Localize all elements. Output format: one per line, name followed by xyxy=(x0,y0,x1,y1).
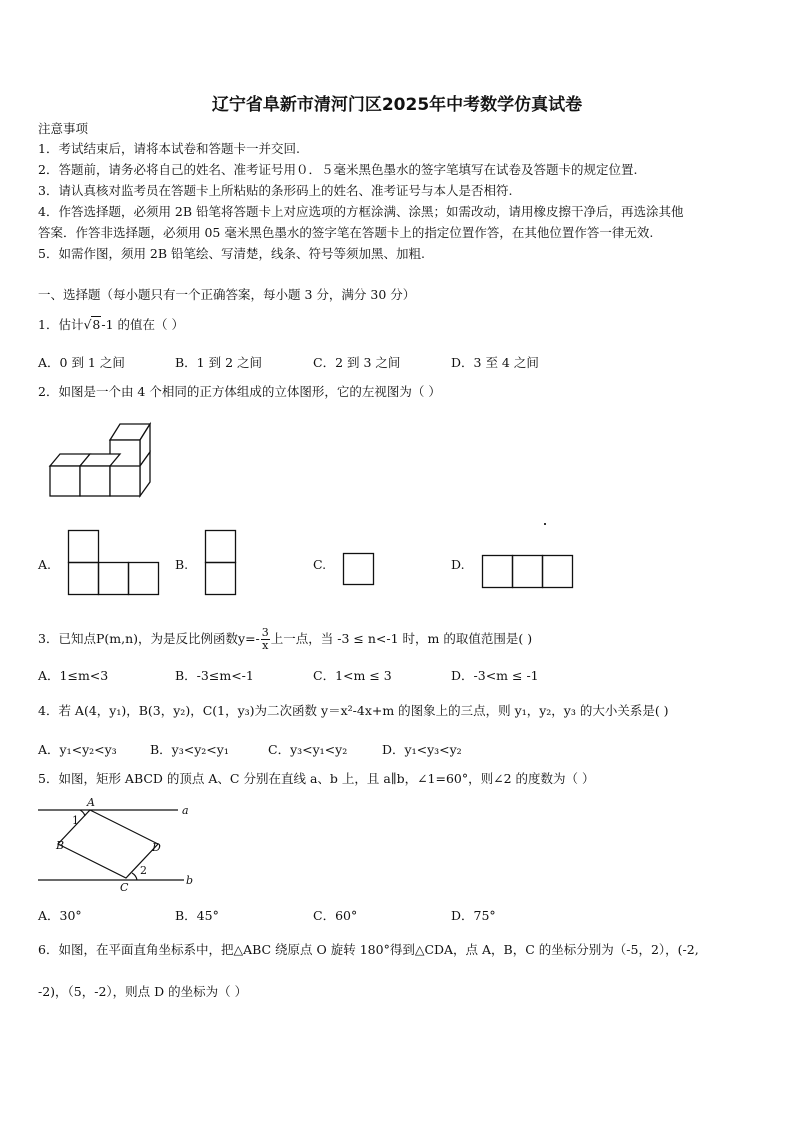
q2-option-c-figure xyxy=(343,553,377,587)
notice-item-3: 3．请认真核对监考员在答题卡上所粘贴的条形码上的姓名、准考证号与本人是否相符. xyxy=(38,183,513,198)
stray-dot xyxy=(544,523,546,525)
notice-item-4: 4．作答选择题，必须用 2B 铅笔将答题卡上对应选项的方框涂满、涂黑；如需改动，请用橡皮擦干净后，再选涂其他 xyxy=(38,204,684,219)
notice-item-1: 1．考试结束后，请将本试卷和答题卡一并交回. xyxy=(38,141,300,156)
question-2: 2．如图是一个由 4 个相同的正方体组成的立体图形，它的左视图为（ ） xyxy=(38,384,441,399)
q2-option-b-label: B. xyxy=(175,557,189,572)
q3-func-lhs: y=- xyxy=(238,631,260,646)
q3-option-c: C．1<m ≤ 3 xyxy=(313,668,392,683)
q5-option-d: D．75° xyxy=(451,908,496,923)
q1-option-d: D．3 至 4 之间 xyxy=(451,355,539,370)
q5-rectangle-figure xyxy=(36,796,196,892)
q2-solid-figure xyxy=(46,420,156,500)
q1-option-b: B．1 到 2 之间 xyxy=(175,355,263,370)
label-angle-2: 2 xyxy=(140,864,147,877)
label-line-a: a xyxy=(182,804,189,817)
q3-fraction-numerator: 3 xyxy=(261,626,269,639)
q1-option-a: A．0 到 1 之间 xyxy=(38,355,125,370)
q3-point: P(m,n) xyxy=(95,631,138,646)
sqrt-sign: √ xyxy=(83,317,92,332)
question-1 xyxy=(38,317,184,333)
q1-suffix: -1 的值在（ ） xyxy=(101,317,184,332)
q4-option-b: B．y₃<y₂<y₁ xyxy=(150,742,229,757)
q3-fraction-denominator: x xyxy=(262,639,269,652)
q2-option-d-label: D. xyxy=(451,557,465,572)
q2-option-b-figure xyxy=(205,530,239,596)
q2-option-a-figure xyxy=(68,530,162,596)
q5-option-b: B．45° xyxy=(175,908,219,923)
label-point-a: A xyxy=(87,796,95,809)
notice-item-5: 5．如需作图，须用 2B 铅笔绘、写清楚，线条、符号等须加黑、加粗. xyxy=(38,246,426,261)
q4-option-d: D．y₁<y₃<y₂ xyxy=(382,742,462,757)
q3-suffix: 上一点，当 -3 ≤ n<-1 时，m 的取值范围是( ) xyxy=(270,631,533,646)
label-point-c: C xyxy=(120,881,129,894)
question-6-line-1: 6．如图，在平面直角坐标系中，把△ABC 绕原点 O 旋转 180°得到△CDA，点 A，B，C 的坐标分别为（-5，2），(-2, xyxy=(38,942,699,957)
label-point-b: B xyxy=(56,839,65,852)
section-heading: 一、选择题（每小题只有一个正确答案，每小题 3 分，满分 30 分） xyxy=(38,287,416,302)
label-line-b: b xyxy=(186,874,194,887)
q2-option-a-label: A. xyxy=(38,557,52,572)
notice-item-4-cont: 答案．作答非选择题，必须用 05 毫米黑色墨水的签字笔在答题卡上的指定位置作答，在其他位置作答一律无效. xyxy=(38,225,654,240)
q3-fraction xyxy=(261,627,270,652)
q2-option-c-label: C. xyxy=(313,557,327,572)
question-5: 5．如图，矩形 ABCD 的顶点 A、C 分别在直线 a、b 上，且 a∥b，∠1=60°，则∠2 的度数为（ ） xyxy=(38,771,595,786)
label-point-d: D xyxy=(152,841,161,854)
page-title: 辽宁省阜新市清河门区2025年中考数学仿真试卷 xyxy=(211,95,583,115)
q4-option-a: A．y₁<y₂<y₃ xyxy=(38,742,117,757)
q3-option-b: B．-3≤m<-1 xyxy=(175,668,254,683)
q5-option-c: C．60° xyxy=(313,908,358,923)
q2-option-d-figure xyxy=(482,555,576,589)
notice-item-2: 2．答题前，请务必将自己的姓名、准考证号用０．５毫米黑色墨水的签字笔填写在试卷及答题卡的规定位置. xyxy=(38,162,638,177)
question-4: 4．若 A(4，y₁)，B(3，y₂)，C(1，y₃)为二次函数 y＝x²-4x+m 的图象上的三点，则 y₁，y₂，y₃ 的大小关系是( ) xyxy=(38,703,669,718)
q4-option-c: C．y₃<y₁<y₂ xyxy=(268,742,348,757)
q1-radicand: 8 xyxy=(92,317,101,332)
q3-option-a: A．1≤m<3 xyxy=(38,668,109,683)
q3-option-d: D．-3<m ≤ -1 xyxy=(451,668,539,683)
q1-option-c: C．2 到 3 之间 xyxy=(313,355,401,370)
notice-heading: 注意事项 xyxy=(38,121,89,136)
q5-option-a: A．30° xyxy=(38,908,82,923)
question-6-line-2: -2)，（5，-2），则点 D 的坐标为（ ） xyxy=(38,984,248,999)
q1-prefix: 1．估计 xyxy=(38,317,84,332)
q3-mid: ，为是反比例函数 xyxy=(138,631,239,646)
question-3 xyxy=(38,627,532,652)
label-angle-1: 1 xyxy=(72,814,79,827)
q3-prefix: 3．已知点 xyxy=(38,631,96,646)
